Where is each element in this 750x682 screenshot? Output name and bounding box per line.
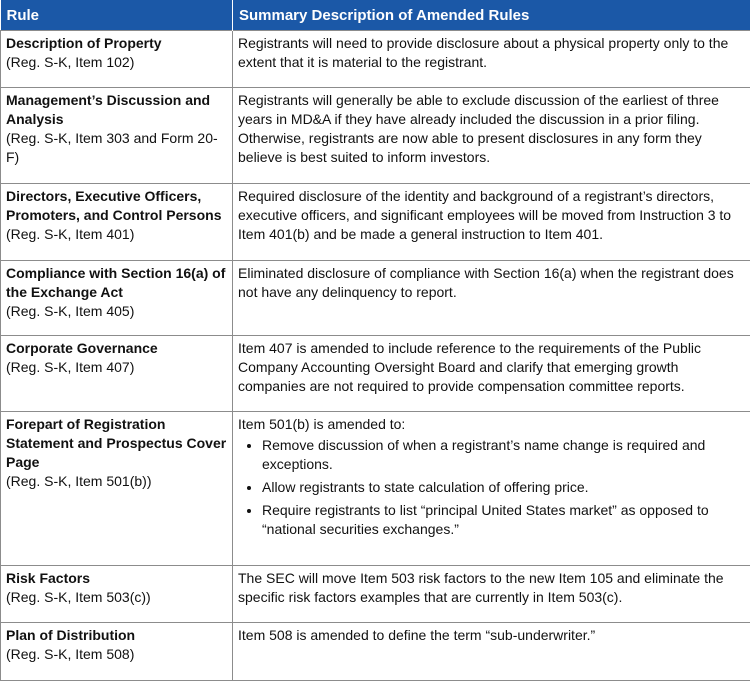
description-cell: The SEC will move Item 503 risk factors to the new Item 105 and eliminate the specific risk factors examples that are currently in Item 503(c). xyxy=(233,566,750,623)
rule-name: Directors, Executive Officers, Promoters, and Control Persons xyxy=(6,188,222,223)
description-cell: Required disclosure of the identity and background of a registrant’s directors, executive officers, and significant employees will be moved from Instruction 3 to Item 401(b) and be made a general instruction to Item 401. xyxy=(233,184,750,261)
header-rule: Rule xyxy=(1,0,233,31)
rule-cell xyxy=(1,261,233,336)
rule-reference: (Reg. S-K, Item 503(c)) xyxy=(6,589,151,605)
rule-reference: (Reg. S-K, Item 405) xyxy=(6,303,135,319)
rule-name: Management’s Discussion and Analysis xyxy=(6,92,211,127)
description-intro: Item 501(b) is amended to: xyxy=(238,416,406,432)
rule-reference: (Reg. S-K, Item 508) xyxy=(6,646,135,662)
table-row xyxy=(1,31,750,88)
rule-cell xyxy=(1,31,233,88)
table-row xyxy=(1,261,750,336)
rule-name: Forepart of Registration Statement and Prospectus Cover Page xyxy=(6,416,227,470)
rule-reference: (Reg. S-K, Item 102) xyxy=(6,54,135,70)
table-row xyxy=(1,184,750,261)
description-cell: Registrants will need to provide disclosure about a physical property only to the extent that it is material to the registrant. xyxy=(233,31,750,88)
rule-name: Description of Property xyxy=(6,35,162,51)
rule-reference: (Reg. S-K, Item 303 and Form 20-F) xyxy=(6,130,218,165)
rule-cell xyxy=(1,412,233,566)
rule-cell xyxy=(1,88,233,184)
rule-reference: (Reg. S-K, Item 501(b)) xyxy=(6,473,152,489)
bullet-item: • Allow registrants to state calculation of offering price. xyxy=(262,478,745,497)
description-cell: Eliminated disclosure of compliance with Section 16(a) when the registrant does not have any delinquency to report. xyxy=(233,261,750,336)
table-row xyxy=(1,623,750,681)
rule-cell xyxy=(1,184,233,261)
rule-name: Corporate Governance xyxy=(6,340,158,356)
table-header-row xyxy=(1,0,750,31)
bullet-item: • Remove discussion of when a registrant’s name change is required and exceptions. xyxy=(262,436,745,474)
table-row xyxy=(1,412,750,566)
rule-cell xyxy=(1,566,233,623)
table-row xyxy=(1,566,750,623)
bullet-list xyxy=(238,436,745,539)
rule-name: Compliance with Section 16(a) of the Exchange Act xyxy=(6,265,226,300)
rule-reference: (Reg. S-K, Item 401) xyxy=(6,226,135,242)
rule-cell xyxy=(1,623,233,681)
rule-name: Risk Factors xyxy=(6,570,91,586)
table-row xyxy=(1,336,750,412)
table-row xyxy=(1,88,750,184)
description-cell xyxy=(233,412,750,566)
rule-reference: (Reg. S-K, Item 407) xyxy=(6,359,135,375)
bullet-item: • Require registrants to list “principal United States market” as opposed to “national securities exchanges.” xyxy=(262,501,745,539)
description-cell: Item 508 is amended to define the term “sub-underwriter.” xyxy=(233,623,750,681)
description-cell: Item 407 is amended to include reference to the requirements of the Public Company Accounting Oversight Board and clarify that emerging growth companies are not required to provide compensation committee reports. xyxy=(233,336,750,412)
description-cell: Registrants will generally be able to exclude discussion of the earliest of three years in MD&A if they have already included the discussion in a prior filing. Otherwise, registrants are now able to present disclosures in any form they believe is best suited to inform investors. xyxy=(233,88,750,184)
rule-name: Plan of Distribution xyxy=(6,627,136,643)
header-summary: Summary Description of Amended Rules xyxy=(233,0,750,31)
rule-cell xyxy=(1,336,233,412)
